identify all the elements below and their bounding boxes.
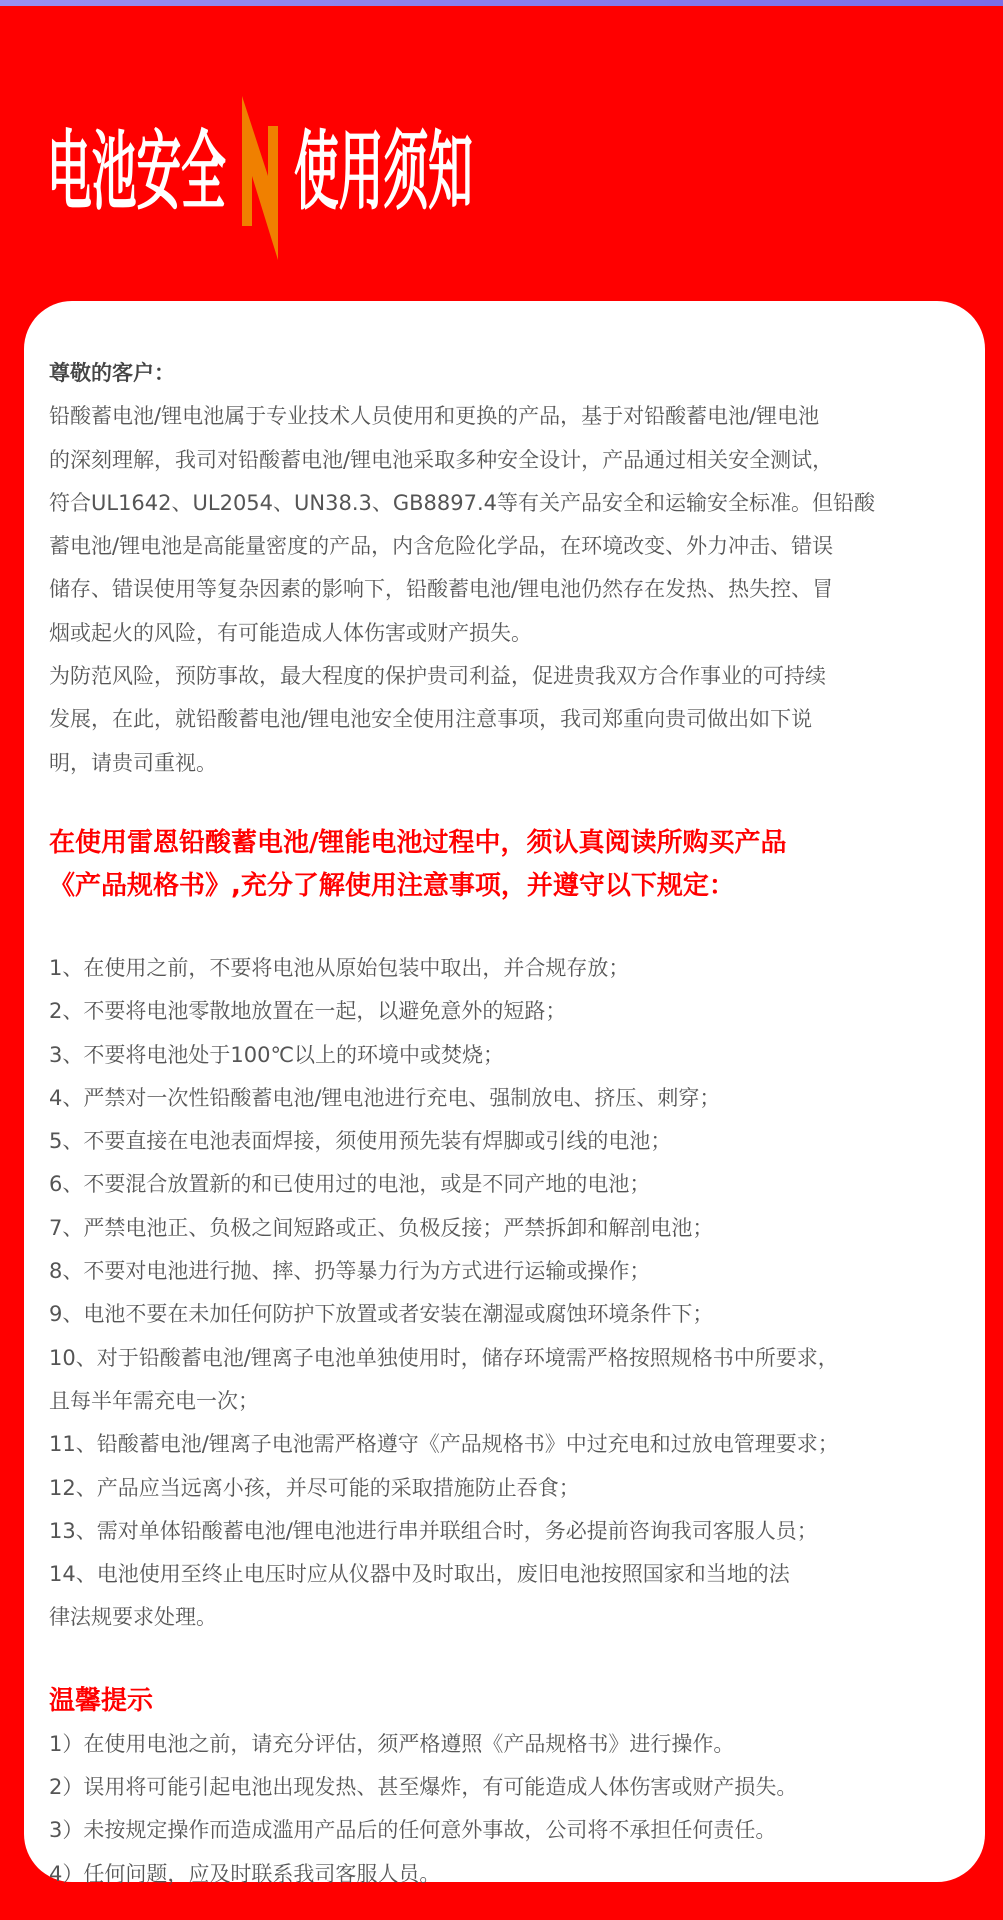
tip-item: 1）在使用电池之前，请充分评估，须严格遵照《产品规格书》进行操作。 <box>49 1731 735 1756</box>
rule-item: 律法规要求处理。 <box>49 1605 217 1630</box>
rule-item: 11、铅酸蓄电池/锂离子电池需严格遵守《产品规格书》中过充电和过放电管理要求； <box>49 1432 839 1457</box>
rule-item: 6、不要混合放置新的和已使用过的电池，或是不同产地的电池； <box>49 1172 651 1197</box>
rule-item: 且每半年需充电一次； <box>49 1388 259 1413</box>
intro-line: 储存、错误使用等复杂因素的影响下，铅酸蓄电池/锂电池仍然存在发热、热失控、冒 <box>49 577 834 602</box>
notice-content <box>49 352 969 1896</box>
greeting: 尊敬的客户： <box>49 361 175 385</box>
intro-line: 为防范风险，预防事故，最大程度的保护贵司利益，促进贵我双方合作事业的可持续 <box>49 664 826 689</box>
rule-item: 3、不要将电池处于100℃以上的环境中或焚烧； <box>49 1042 505 1067</box>
notice-heading-line: 在使用雷恩铅酸蓄电池/锂能电池过程中，须认真阅读所购买产品 <box>49 827 787 858</box>
rule-item: 5、不要直接在电池表面焊接，须使用预先装有焊脚或引线的电池； <box>49 1129 672 1154</box>
intro-line: 发展，在此，就铅酸蓄电池/锂电池安全使用注意事项，我司郑重向贵司做出如下说 <box>49 707 813 732</box>
tip-item: 3）未按规定操作而造成滥用产品后的任何意外事故，公司将不承担任何责任。 <box>49 1818 777 1843</box>
rule-item: 9、电池不要在未加任何防护下放置或者安装在潮湿或腐蚀环境条件下； <box>49 1302 714 1327</box>
intro-line: 明，请贵司重视。 <box>49 750 217 775</box>
intro-line: 的深刻理解，我司对铅酸蓄电池/锂电池采取多种安全设计，产品通过相关安全测试， <box>49 447 834 472</box>
title-right: 使用须知 <box>294 122 473 222</box>
rule-item: 8、不要对电池进行抛、摔、扔等暴力行为方式进行运输或操作； <box>49 1259 651 1284</box>
tip-item: 2）误用将可能引起电池出现发热、甚至爆炸，有可能造成人体伤害或财产损失。 <box>49 1775 798 1800</box>
intro-line: 烟或起火的风险，有可能造成人体伤害或财产损失。 <box>49 620 532 645</box>
intro-line: 铅酸蓄电池/锂电池属于专业技术人员使用和更换的产品，基于对铅酸蓄电池/锂电池 <box>49 404 820 429</box>
rule-item: 7、严禁电池正、负极之间短路或正、负极反接；严禁拆卸和解剖电池； <box>49 1215 714 1240</box>
intro-paragraph <box>49 395 969 785</box>
rule-item: 1、在使用之前，不要将电池从原始包装中取出，并合规存放； <box>49 955 630 980</box>
lightning-bolt-icon <box>240 96 280 260</box>
rule-item: 14、电池使用至终止电压时应从仪器中及时取出，废旧电池按照国家和当地的法 <box>49 1562 790 1587</box>
rule-item: 10、对于铅酸蓄电池/锂离子电池单独使用时，储存环境需严格按照规格书中所要求， <box>49 1345 839 1370</box>
rule-item: 2、不要将电池零散地放置在一起，以避免意外的短路； <box>49 999 567 1024</box>
notice-heading <box>49 822 969 908</box>
notice-heading-line: 《产品规格书》,充分了解使用注意事项，并遵守以下规定： <box>49 870 735 901</box>
title-left: 电池安全 <box>47 122 226 222</box>
tips-heading: 温馨提示 <box>49 1685 154 1716</box>
rules-list <box>49 947 969 1640</box>
tips-list <box>49 1723 969 1896</box>
top-accent-bar <box>0 0 1003 6</box>
rule-item: 12、产品应当远离小孩，并尽可能的采取措施防止吞食； <box>49 1475 580 1500</box>
intro-line: 蓄电池/锂电池是高能量密度的产品，内含危险化学品，在环境改变、外力冲击、错误 <box>49 534 834 559</box>
rule-item: 13、需对单体铅酸蓄电池/锂电池进行串并联组合时，务必提前咨询我司客服人员； <box>49 1518 818 1543</box>
intro-line: 符合UL1642、UL2054、UN38.3、GB8897.4等有关产品安全和运输安全标准。但铅酸 <box>49 490 876 515</box>
tip-item: 4）任何问题，应及时联系我司客服人员。 <box>49 1861 441 1886</box>
rule-item: 4、严禁对一次性铅酸蓄电池/锂电池进行充电、强制放电、挤压、刺穿； <box>49 1085 721 1110</box>
